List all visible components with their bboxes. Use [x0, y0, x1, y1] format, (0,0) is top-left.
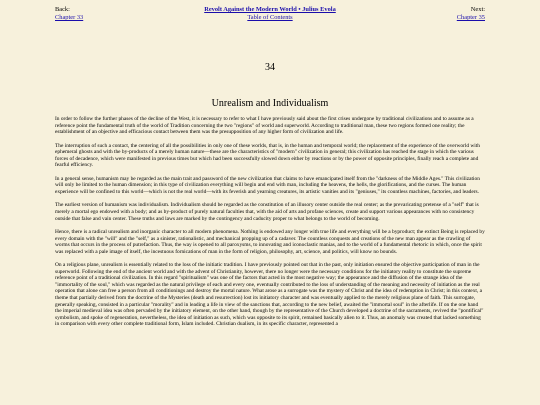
next-nav	[457, 6, 485, 22]
paragraph: The interruption of such a contact, the centering of all the possibilities in only one of these worlds, that is, in the human and temporal world; the replacement of the experience of the overworld with ephemeral ghosts and with the by-products of a merely human nature—these are the characteristics of "modern" civilization in general; this civilization has reached the stage in which the various forces of decadence, which were manifested in previous times but which had been successfully slowed down either by reactions or by the power of opposite principles, finally reach a complete and fearful efficiency.	[55, 142, 480, 169]
paragraph: In a general sense, humanism may be regarded as the main trait and password of the new civilization that claims to have emancipated itself from the "darkness of the Middle Ages." This civilization will only be limited to the human dimension; in this type of civilization everything will begin and end with man, including the heavens, the hells, the glorifications, and the curses. The human experience will be confined to this world—which is not the real world—with its feverish and yearning creatures, its artistic vanities and its "geniuses," its countless machines, factories, and leaders.	[55, 175, 480, 195]
chapter-number: 34	[265, 62, 275, 73]
next-label: Next:	[470, 6, 485, 13]
paragraph: On a religious plane, unrealism is essentially related to the loss of the initiatic tradition. I have previously pointed out that in the past, only initiation ensured the objective participation of man in the superworld. Following the end of the ancient world and with the advent of Christianity, however, there no longer were the necessary conditions for the initiatory reality to constitute the supreme reference point of a traditional civilization. In this regard "spiritualism" was one of the factors that acted in the most negative way; the appearance and the diffusion of the strange idea of the "immortality of the soul," which was regarded as the natural privilege of each and every one, eventually contributed to the loss of understanding of the meaning and necessity of initiation as the real operation that alone can free a person from all conditionings and destroy the mortal nature. What arose as a surrogate was the mystery of Christ and the idea of redemption in Christ; in this context, a theme that partially derived from the doctrine of the Mysteries (death and resurrection) lost its initiatory character and was eventually applied to the merely religious plane of faith. This surrogate, generally speaking, consisted in a particular "morality" and in leading a life in view of the sanctions that, according to the new belief, awaited the "immortal soul" in the afterlife. If on the one hand the imperial medieval idea was often pervaded by the initiatory element, on the other hand, though by the representative of the Church developed a doctrine of the sacraments, revived the "pontifical" symbolism, and spoke of regeneration, nevertheless, the idea of initiation as such, which was opposite to its spirit, remained basically alien to it. Thus, an anomaly was created that lacked something in comparison with every other complete traditional form, Islam included. Christian dualism, in its specific character, represented a	[55, 262, 484, 328]
chapter-navigation	[0, 6, 540, 30]
prev-label: Back:	[55, 6, 70, 13]
prev-chapter-link[interactable]: Chapter 33	[55, 14, 84, 21]
next-chapter-link[interactable]: Chapter 35	[456, 14, 485, 21]
book-title-link[interactable]: Revolt Against the Modern World • Julius Evola	[204, 6, 336, 13]
paragraph: The earliest version of humanism was individualism. Individualism should be regarded as the constitution of an illusory center outside the real center; as the prevaricating pretense of a "self" that is merely a mortal ego endowed with a body; and as by-product of purely natural faculties that, with the aid of arts and profane sciences, create and support various appearances with no consistency outside that false and vain center. These truths and laws are marked by the contingency and caducity proper to what belongs to the world of becoming.	[55, 202, 479, 222]
table-of-contents-link[interactable]: Table of Contents	[247, 14, 293, 21]
chapter-title: Unrealism and Individualism	[211, 98, 329, 109]
paragraph: Hence, there is a radical unrealism and inorganic character to all modern phenomena. Nothing is endowed any longer with true life and everything will be a byproduct; the extinct Being is replaced by every domain with the "will" and the "self," as a sinister, rationalistic, and mechanical propping up of a cadaver. The countless conquests and creations of the new man appear as the crawling of worms that occurs in the process of putrefaction. Thus, the way is opened to all paroxysms, to innovating and iconoclastic manias, and to the world of a fundamental rhetoric in which, once the spirit was replaced with a pale image of itself, the incestuous fornications of man in the form of religion, philosophy, art, science, and politics, will know no bounds.	[55, 228, 485, 255]
chapter-body	[55, 116, 485, 335]
paragraph: In order to follow the further phases of the decline of the West, it is necessary to refer to what I have previously said about the first crises undergone by traditional civilizations and to assume as a reference point the fundamental truth of the world of Tradition concerning the two "regions" of world and superworld. According to traditional man, these two regions formed one reality; the establishment of an objective and efficacious contact between them was the presupposition of any higher form of civilization and life.	[55, 116, 474, 136]
